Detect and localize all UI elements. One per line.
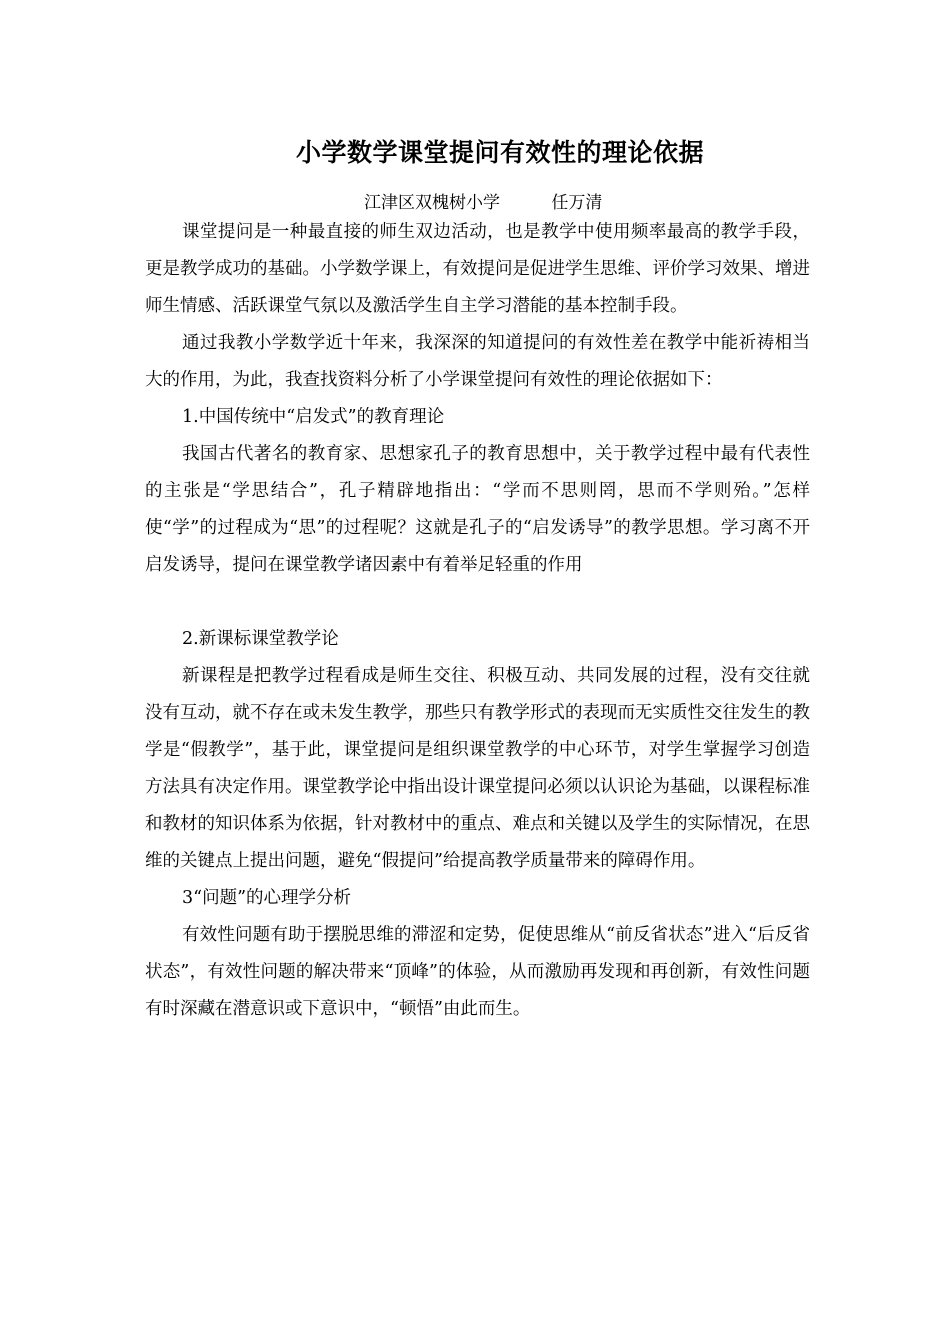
- blank-line: [145, 584, 810, 621]
- document-title: 小学数学课堂提问有效性的理论依据: [295, 138, 704, 167]
- section-paragraph: 有效性问题有助于摆脱思维的滞涩和定势，促使思维从“前反省状态”进入“后反省状态”，有效性问题的解决带来“顶峰”的体验，从而激励再发现和再创新，有效性问题有时深藏在潜意识或下意识中，“顿悟”由此而生。: [145, 925, 810, 1019]
- intro-paragraph: 通过我教小学数学近十年来，我深深的知道提问的有效性差在教学中能祈祷相当大的作用，为此，我查找资料分析了小学课堂提问有效性的理论依据如下：: [145, 333, 810, 390]
- author-name: 任万清: [551, 193, 603, 213]
- intro-paragraph: 课堂提问是一种最直接的师生双边活动，也是教学中使用频率最高的教学手段，更是教学成功的基础。小学数学课上，有效提问是促进学生思维、评价学习效果、增进师生情感、活跃课堂气氛以及激活学生自主学习潜能的基本控制手段。: [145, 222, 810, 316]
- section-paragraph: 我国古代著名的教育家、思想家孔子的教育思想中，关于教学过程中最有代表性的主张是“学思结合”，孔子精辟地指出：“学而不思则罔，思而不学则殆。”怎样使“学”的过程成为“思”的过程呢？这就是孔子的“启发诱导”的教学思想。学习离不开启发诱导，提问在课堂教学诸因素中有着举足轻重的作用: [145, 444, 810, 575]
- section-heading: 3“问题”的心理学分析: [182, 888, 352, 908]
- author-line: [364, 188, 602, 213]
- section-paragraph: 新课程是把教学过程看成是师生交往、积极互动、共同发展的过程，没有交往就没有互动，就不存在或未发生教学，那些只有教学形式的表现而无实质性交往发生的教学是“假教学”，基于此，课堂提问是组织课堂教学的中心环节，对学生掌握学习创造方法具有决定作用。课堂教学论中指出设计课堂提问必须以认识论为基础，以课程标准和教材的知识体系为依据，针对教材中的重点、难点和关键以及学生的实际情况，在思维的关键点上提出问题，避免“假提问”给提高教学质量带来的障碍作用。: [145, 666, 810, 871]
- section-heading: 1.中国传统中“启发式”的教育理论: [182, 407, 445, 427]
- section-heading: 2.新课标课堂教学论: [182, 629, 339, 649]
- author-school: 江津区双槐树小学: [364, 193, 500, 213]
- document-body: [145, 214, 810, 1028]
